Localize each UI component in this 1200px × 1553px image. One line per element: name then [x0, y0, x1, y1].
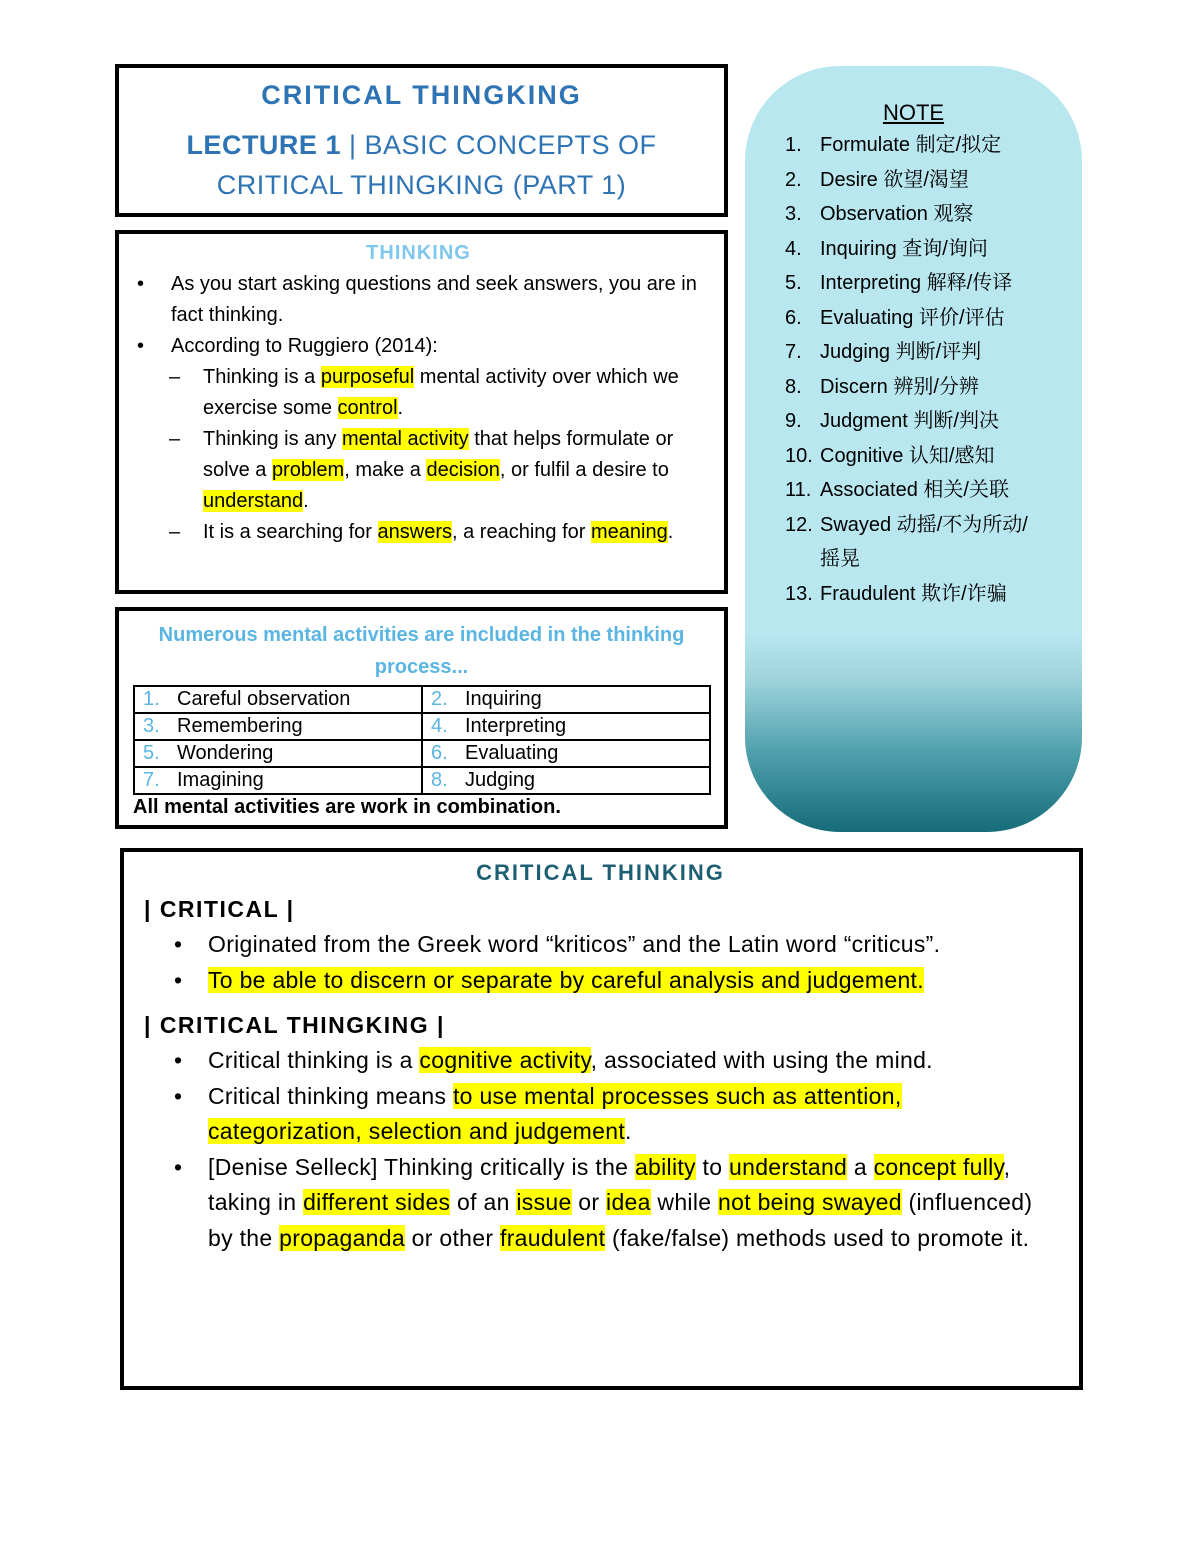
- thinking-bullet: • As you start asking questions and seek answers, you are in fact thinking.: [133, 269, 704, 331]
- item-label: Inquiring: [465, 688, 542, 710]
- note-number: 10.: [785, 444, 813, 467]
- thinking-bullet: • According to Ruggiero (2014):: [133, 331, 704, 362]
- table-row: [134, 740, 710, 767]
- critical-bullet: • Originated from the Greek word “kriticos” and the Latin word “criticus”.: [144, 927, 1057, 963]
- critical-thinking-bullet: [144, 1150, 1057, 1257]
- item-label: Judging: [465, 769, 536, 791]
- note-number: 4.: [785, 237, 802, 260]
- lecture-title-line1: BASIC CONCEPTS OF: [364, 130, 657, 160]
- highlight: fraudulent: [500, 1224, 606, 1251]
- activities-heading: Numerous mental activities are included in the thinking process...: [158, 624, 685, 678]
- item-number: 5.: [143, 742, 160, 764]
- note-text: Interpreting 解释/传译: [820, 272, 1013, 294]
- critical-list: [144, 927, 1057, 998]
- item-label: Wondering: [177, 742, 274, 764]
- critical-thinking-bullet: [144, 1043, 1057, 1079]
- text-run: , associated with using the mind.: [590, 1047, 933, 1073]
- text-run: Critical thinking is a: [208, 1047, 420, 1073]
- thinking-list: [133, 269, 704, 548]
- highlight: to use mental processes such as attention, categorization, selection and judgement: [208, 1082, 902, 1144]
- item-number: 8.: [431, 769, 448, 791]
- highlight: cognitive activity: [419, 1047, 591, 1073]
- text-run: It is a searching for: [203, 521, 378, 543]
- text-run: .: [625, 1118, 632, 1144]
- critical-thinking-section: [120, 848, 1083, 1390]
- table-row: [134, 713, 710, 740]
- note-number: 5.: [785, 272, 802, 294]
- title-box: [115, 64, 728, 217]
- note-item: [745, 439, 1082, 474]
- ruggiero-definition: [133, 362, 704, 424]
- note-item: [745, 473, 1082, 508]
- highlight: different sides: [303, 1189, 451, 1215]
- note-item: [745, 301, 1082, 336]
- text-run: Thinking is any: [203, 428, 342, 450]
- note-number: 12.: [785, 513, 813, 536]
- text-run: to: [695, 1153, 730, 1180]
- text-run: Thinking is a: [203, 366, 321, 388]
- note-text: Inquiring 查询/询问: [820, 237, 988, 260]
- note-number: 6.: [785, 306, 802, 329]
- text-run: or: [571, 1189, 607, 1215]
- item-label: Remembering: [177, 715, 303, 737]
- item-number: 1.: [143, 688, 160, 710]
- note-item: [745, 266, 1082, 301]
- document-title: CRITICAL THINGKING: [261, 80, 582, 110]
- text-run: or other: [404, 1224, 500, 1251]
- note-text: Swayed 动摇/不为所动/摇晃: [820, 513, 1028, 570]
- critical-heading: CRITICAL THINKING: [476, 860, 725, 885]
- note-item: [745, 197, 1082, 232]
- text-run: Critical thinking means: [208, 1082, 453, 1109]
- text-run: .: [303, 490, 309, 512]
- highlight: understand: [729, 1153, 848, 1180]
- note-text: Judgment 判断/判决: [820, 410, 999, 432]
- text-run: while: [650, 1189, 719, 1215]
- highlight: issue: [516, 1189, 572, 1215]
- note-number: 3.: [785, 203, 802, 225]
- note-number: 7.: [785, 341, 802, 363]
- note-number: 2.: [785, 168, 802, 191]
- lecture-separator: |: [340, 130, 365, 160]
- critical-thinking-list: [144, 1043, 1057, 1256]
- lecture-title-line2: CRITICAL THINGKING (PART 1): [216, 170, 627, 200]
- item-label: Interpreting: [465, 715, 567, 737]
- item-number: 6.: [431, 742, 448, 764]
- table-row: [134, 767, 710, 794]
- note-text: Cognitive 认知/感知: [820, 444, 995, 467]
- activities-footer: All mental activities are work in combination.: [133, 796, 561, 818]
- highlight: decision: [426, 459, 500, 481]
- note-text: Evaluating 评价/评估: [820, 306, 1005, 329]
- lecture-title: [119, 125, 724, 205]
- highlight: To be able to discern or separate by careful analysis and judgement.: [208, 966, 924, 993]
- text-run: (influenced) by the: [208, 1189, 1033, 1251]
- text-run: , or fulfil a desire to: [499, 459, 669, 481]
- highlight: idea: [606, 1189, 651, 1215]
- highlight: meaning: [590, 521, 668, 543]
- note-item: [745, 128, 1082, 163]
- highlight: understand: [203, 490, 304, 512]
- text-run: .: [397, 397, 404, 419]
- table-cell: [422, 713, 710, 740]
- table-cell: [134, 740, 422, 767]
- critical-bullet: [144, 963, 1057, 999]
- item-number: 2.: [431, 688, 448, 710]
- item-number: 7.: [143, 769, 160, 791]
- note-item: [745, 404, 1082, 439]
- note-title: NOTE: [882, 100, 945, 125]
- ruggiero-definition: [133, 517, 704, 548]
- text-run: .: [667, 521, 674, 543]
- text-run: a: [847, 1153, 874, 1180]
- note-number: 8.: [785, 375, 802, 398]
- note-text: Discern 辨别/分辨: [820, 375, 979, 398]
- critical-subheading: | CRITICAL |: [144, 896, 295, 922]
- table-cell: [134, 686, 422, 713]
- mental-activities-section: [115, 607, 728, 829]
- text-run: , a reaching for: [452, 521, 591, 543]
- item-number: 3.: [143, 715, 160, 737]
- critical-thinking-bullet: [144, 1079, 1057, 1150]
- note-text: Fraudulent 欺诈/诈骗: [820, 582, 1007, 605]
- note-list: [745, 128, 1082, 611]
- highlight: not being swayed: [718, 1189, 902, 1215]
- note-text: Associated 相关/关联: [820, 479, 1009, 501]
- note-item: [745, 232, 1082, 267]
- table-row: [134, 686, 710, 713]
- activities-table: [133, 685, 711, 795]
- highlight: control: [337, 397, 398, 419]
- highlight: answers: [377, 521, 453, 543]
- highlight: propaganda: [279, 1224, 405, 1251]
- note-item: [745, 577, 1082, 612]
- note-number: 9.: [785, 410, 802, 432]
- text-run: [Denise Selleck] Thinking critically is the: [208, 1153, 635, 1180]
- item-label: Imagining: [177, 769, 264, 791]
- lecture-label: LECTURE 1: [186, 130, 341, 160]
- note-item: [745, 163, 1082, 198]
- highlight: mental activity: [341, 428, 469, 450]
- note-item: [745, 370, 1082, 405]
- highlight: problem: [271, 459, 345, 481]
- table-cell: [422, 686, 710, 713]
- item-number: 4.: [431, 715, 448, 737]
- table-cell: [422, 767, 710, 794]
- highlight: concept fully: [873, 1153, 1004, 1180]
- note-item: [745, 335, 1082, 370]
- highlight: purposeful: [320, 366, 415, 388]
- table-cell: [134, 713, 422, 740]
- table-cell: [422, 740, 710, 767]
- text-run: (fake/false) methods used to promote it.: [605, 1224, 1030, 1251]
- note-text: Judging 判断/评判: [820, 341, 982, 363]
- note-text: Desire 欲望/渴望: [820, 168, 969, 191]
- text-run: , make a: [344, 459, 427, 481]
- note-number: 13.: [785, 582, 813, 605]
- text-run: that helps formulate or solve a: [203, 428, 674, 481]
- note-text: Observation 观察: [820, 203, 974, 225]
- item-label: Careful observation: [177, 688, 351, 710]
- note-number: 1.: [785, 134, 802, 156]
- note-item: [745, 508, 1082, 577]
- thinking-heading: THINKING: [366, 242, 471, 264]
- item-label: Evaluating: [465, 742, 559, 764]
- note-text: Formulate 制定/拟定: [820, 134, 1002, 156]
- critical-thinking-subheading: | CRITICAL THINGKING |: [144, 1012, 445, 1038]
- ruggiero-definition: [133, 424, 704, 517]
- highlight: ability: [634, 1153, 696, 1180]
- note-panel: [745, 66, 1082, 832]
- text-run: , taking in: [208, 1153, 1011, 1215]
- text-run: of an: [450, 1189, 517, 1215]
- note-number: 11.: [785, 479, 812, 501]
- text-run: mental activity over which we exercise some: [203, 366, 679, 419]
- table-cell: [134, 767, 422, 794]
- thinking-section: [115, 230, 728, 594]
